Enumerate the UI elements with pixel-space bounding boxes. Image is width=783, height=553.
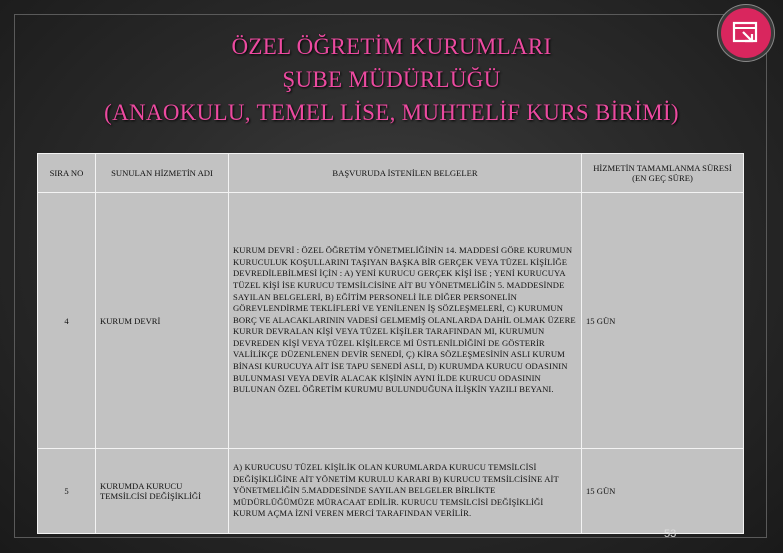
required-documents: A) KURUCUSU TÜZEL KİŞİLİK OLAN KURUMLARDA KURUCU TEMSİLCİSİ DEĞİŞİKLİĞİNE AİT YÖNETİM KURULU KARARI B) KURUCU TEMSİLCİSİNE AİT YÖNETMELİĞİN 5.MADDESİNDE SAYILAN BELGELER BİRLİKTE MÜDÜRLÜĞÜMÜZE MÜRACAAT EDİLİR. KURUCU TEMSİLCİSİ DEĞİŞİKLİĞİ KURUM AÇMA İZNİ VEREN MERCİ TARAFINDAN VERİLİR.	[229, 449, 582, 534]
title-line-3: (ANAOKULU, TEMEL LİSE, MUHTELİF KURS BİRİMİ)	[104, 100, 679, 125]
header-belgeler: BAŞVURUDA İSTENİLEN BELGELER	[229, 154, 582, 193]
services-table	[37, 153, 744, 534]
exit-slideshow-icon[interactable]	[721, 8, 771, 58]
row-number: 4	[38, 193, 96, 449]
header-sira-no: SIRA NO	[38, 154, 96, 193]
table-row	[38, 193, 744, 449]
header-hizmet-adi: SUNULAN HİZMETİN ADI	[96, 154, 229, 193]
title-line-1: ÖZEL ÖĞRETİM KURUMLARI	[231, 34, 552, 59]
service-name: KURUMDA KURUCU TEMSİLCİSİ DEĞİŞİKLİĞİ	[96, 449, 229, 534]
slide-title	[0, 30, 783, 129]
title-line-2: ŞUBE MÜDÜRLÜĞÜ	[282, 67, 501, 92]
service-name: KURUM DEVRİ	[96, 193, 229, 449]
completion-time: 15 GÜN	[582, 449, 744, 534]
required-documents: KURUM DEVRİ : ÖZEL ÖĞRETİM YÖNETMELİĞİNİN 14. MADDESİ GÖRE KURUMUN KURUCULUK KOŞULLARINI TAŞIYAN BAŞKA BİR GERÇEK VEYA TÜZEL KİŞİLİĞE DEVREDİLEBİLMESİ İÇİN : A) YENİ KURUCU GERÇEK KİŞİ İSE ; YENİ KURUCUYA TÜZEL KİŞİ İSE KURUCU TEMSİLCİSİNE AİT BU YÖNETMELİĞİN 5. MADDESİNDE SAYILAN BELGELERİ, B) EĞİTİM PERSONELİ İLE DİĞER PERSONELİN GÖREVLENDİRME TEKLİFLERİ VE YENİLENEN İŞ SÖZLEŞMELERİ, C) KURUMUN BORÇ VE ALACAKLARININ VADESİ GELMEMİŞ OLANLARDA DAHİL OLMAK ÜZERE KURUR DEVRALAN KİŞİ VEYA TÜZEL KİŞİLER TARAFINDAN MI, KURUMUN DEVREDEN KİŞİ VEYA TÜZEL KİŞİLERCE Mİ ÜSTLENİLDİĞİNİ DE GÖSTERİR VALİLİKÇE DÜZENLENEN DEVİR SENEDİ, Ç) KİRA SÖZLEŞMESİNİN ASLI KURUM BİNASI KURUCUYA AİT İSE TAPU SENEDİ ASLI, D) KURUMDA KURUCU ODASININ BULUNMASI VEYA DEVİR ALACAK KİŞİNİN AYNI İLDE KURUCU ODASININ BULUNAN ÖZEL ÖĞRETİM KURUMU BULUNDUĞUNA İLİŞKİN YAZILI BEYANI.	[229, 193, 582, 449]
page-number: 53	[664, 528, 677, 540]
row-number: 5	[38, 449, 96, 534]
completion-time: 15 GÜN	[582, 193, 744, 449]
table-row	[38, 449, 744, 534]
table-header-row	[38, 154, 744, 193]
header-sure: HİZMETİN TAMAMLANMA SÜRESİ (EN GEÇ SÜRE)	[582, 154, 744, 193]
